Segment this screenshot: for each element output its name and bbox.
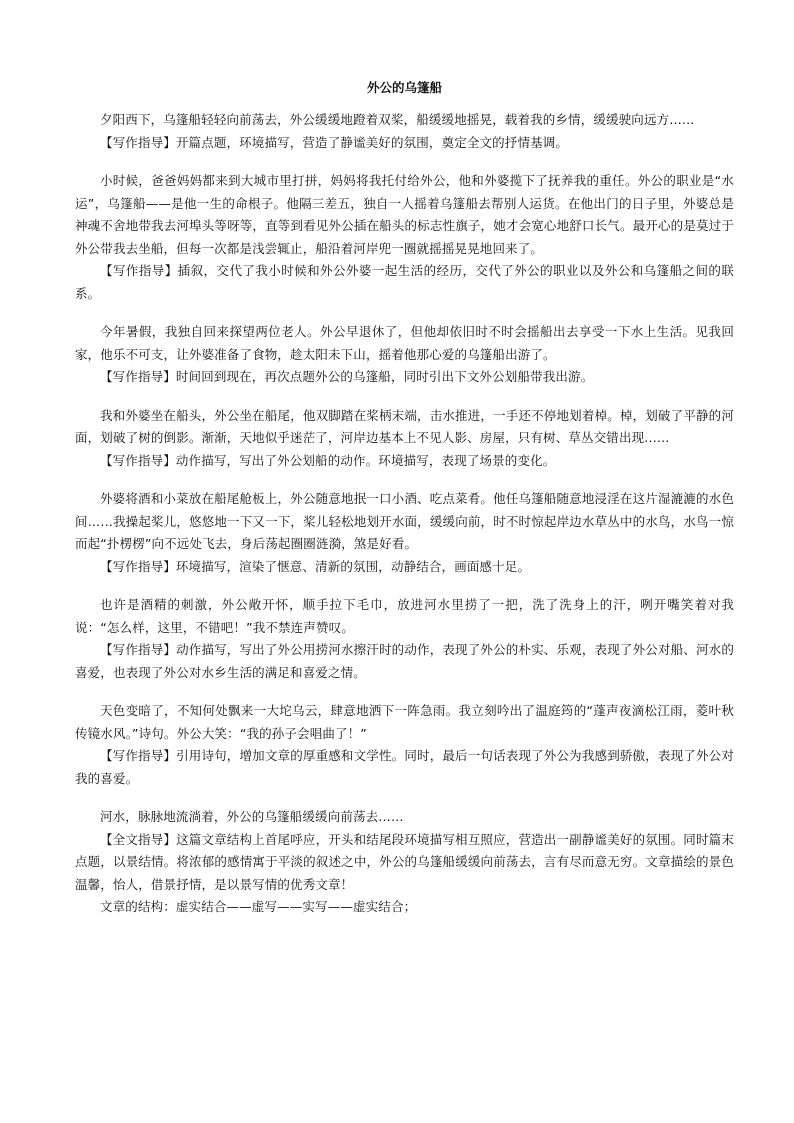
writing-guide: 【写作指导】插叙，交代了我小时候和外公外婆一起生活的经历，交代了外公的职业以及外公和乌篷船之间的联系。 (75, 263, 734, 301)
section-1 (75, 109, 734, 154)
section-6 (75, 594, 734, 684)
body-paragraph: 河水，脉脉地流淌着，外公的乌篷船缓缓向前荡去…… (100, 809, 404, 824)
section-7 (75, 700, 734, 790)
full-text-guide: 【全文指导】这篇文章结构上首尾呼应，开头和结尾段环境描写相互照应，营造出一副静谧美好的氛围。同时篇末点题，以景结情。将浓郁的感情寓于平淡的叙述之中，外公的乌篷船缓缓向前荡去，言有尽而意无穷。文章描绘的景色温馨，怡人，借景抒情，是以景写情的优秀文章！ (75, 831, 734, 892)
writing-guide: 【写作指导】动作描写，写出了外公划船的动作。环境描写，表现了场景的变化。 (100, 452, 556, 468)
writing-guide: 【写作指导】时间回到现在，再次点题外公的乌篷船，同时引出下文外公划船带我出游。 (100, 369, 594, 384)
structure-summary: 文章的结构：虚实结合——虚写——实写——虚实结合； (100, 899, 417, 914)
writing-guide: 【写作指导】环境描写，渲染了惬意、清新的氛围，动静结合，画面感十足。 (100, 558, 531, 574)
body-paragraph: 夕阳西下，乌篷船轻轻向前荡去，外公缓缓地蹬着双桨，船缓缓地摇晃，载着我的乡情，缓缓驶向远方…… (100, 112, 695, 127)
body-paragraph: 天色变暗了，不知何处飘来一大坨乌云，肆意地洒下一阵急雨。我立刻吟出了温庭筠的“蓬声夜滴松江雨，菱叶秋传镜水风。”诗句。外公大笑：“我的孙子会唱曲了！” (75, 703, 734, 741)
section-4 (75, 405, 734, 473)
body-paragraph: 今年暑假，我独自回来探望两位老人。外公早退休了，但他却依旧时不时会摇船出去享受一下水上生活。见我回家，他乐不可支，让外婆准备了食物，趁太阳未下山，摇着他那心爱的乌篷船出游了。 (75, 324, 734, 362)
section-5 (75, 488, 734, 578)
section-8 (75, 806, 734, 919)
document-title: 外公的乌篷船 (366, 80, 442, 95)
section-3 (75, 321, 734, 389)
body-paragraph: 也许是酒精的刺激，外公敞开怀，顺手拉下毛巾，放进河水里捞了一把，洗了洗身上的汗，咧开嘴笑着对我说：“怎么样，这里，不错吧！”我不禁连声赞叹。 (75, 597, 734, 635)
writing-guide: 【写作指导】动作描写，写出了外公用捞河水擦汗时的动作，表现了外公的朴实、乐观，表现了外公对船、河水的喜爱，也表现了外公对水乡生活的满足和喜爱之情。 (75, 642, 734, 680)
section-2 (75, 170, 734, 305)
body-paragraph: 外婆将酒和小菜放在船尾舱板上，外公随意地抿一口小酒、吃点菜肴。他任乌篷船随意地浸淫在这片湿漉漉的水色间……我操起桨儿，悠悠地一下又一下，桨儿轻松地划开水面，缓缓向前，时不时惊起岸边水草丛中的水鸟，水鸟一惊而起“扑楞楞”向不远处飞去，身后荡起圈圈涟漪，煞是好看。 (75, 491, 734, 551)
writing-guide: 【写作指导】引用诗句，增加文章的厚重感和文学性。同时，最后一句话表现了外公为我感到骄傲，表现了外公对我的喜爱。 (75, 748, 734, 786)
body-paragraph: 我和外婆坐在船头，外公坐在船尾，他双脚踏在桨柄末端，击水推进，一手还不停地划着棹。棹，划破了平静的河面，划破了树的倒影。渐渐，天地似乎迷茫了，河岸边基本上不见人影、房屋，只有树、草丛交错出现…… (75, 407, 734, 445)
writing-guide: 【写作指导】开篇点题，环境描写，营造了静谧美好的氛围，奠定全文的抒情基调。 (100, 134, 569, 150)
body-paragraph: 小时候，爸爸妈妈都来到大城市里打拼，妈妈将我托付给外公，他和外婆揽下了抚养我的重任。外公的职业是“水运”，乌篷船——是他一生的命根子。他隔三差五，独自一人摇着乌篷船去帮别人运货。在他出门的日子里，外婆总是神魂不舍地带我去河埠头等呀等，直等到看见外公插在船头的标志性旗子，她才会宽心地舒口长气。最开心的是莫过于外公带我去坐船，但每一次都是浅尝辄止，船沿着河岸兜一圈就摇摇晃晃地回来了。 (75, 173, 734, 256)
